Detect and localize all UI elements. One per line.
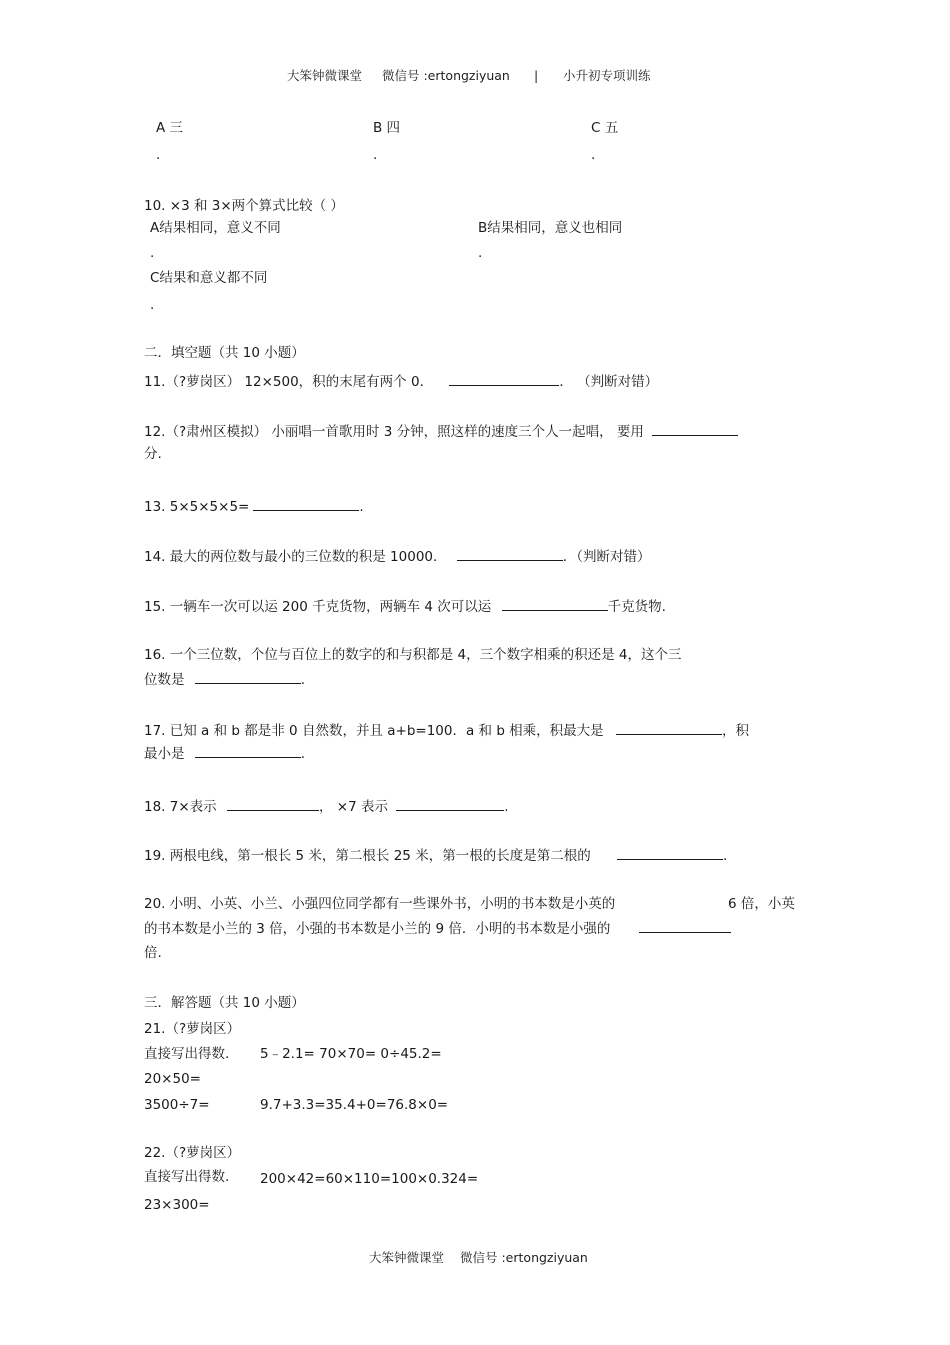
q14-text: 14. 最大的两位数与最小的三位数的积是 10000．	[144, 549, 447, 565]
q10-option-b-dot: .	[478, 245, 483, 261]
q22-label: 直接写出得数.	[144, 1169, 230, 1185]
q11-answer-blank[interactable]	[449, 371, 559, 386]
q20-text2: 的书本数是小兰的 3 倍，小强的书本数是小兰的 9 倍．小明的书本数是小强的	[144, 921, 611, 937]
section2-title: 二．填空题（共 10 小题）	[144, 345, 305, 361]
q15-answer-blank[interactable]	[502, 596, 608, 611]
q20-line1: 20. 小明、小英、小兰、小强四位同学都有一些课外书，小明的书本数是小英的	[144, 896, 616, 912]
q17-tail: .	[300, 746, 306, 762]
header-brand: 大笨钟微课堂	[287, 68, 363, 83]
q9-option-a-dot: .	[156, 147, 161, 163]
q9-option-c-dot: .	[591, 147, 596, 163]
q10-option-a-dot: .	[150, 245, 155, 261]
section3-title: 三．解答题（共 10 小题）	[144, 995, 305, 1011]
q14-answer-blank[interactable]	[457, 546, 563, 561]
q18-tail: .	[504, 799, 509, 815]
q18-text: 18. 7×表示	[144, 799, 217, 815]
q12-answer-blank[interactable]	[652, 421, 738, 436]
q16-line2	[144, 669, 305, 689]
q11-text: 11.（?萝岗区） 12×500，积的末尾有两个 0．	[144, 374, 434, 390]
q20-line3: 倍.	[144, 945, 162, 961]
q21-row1: 5﹣2.1= 70×70= 0÷45.2=	[260, 1046, 442, 1062]
q18-blank-2[interactable]	[396, 796, 504, 811]
q17-line2	[144, 743, 305, 763]
q21-number: 21.（?萝岗区）	[144, 1021, 241, 1037]
q12-line2: 分.	[144, 446, 162, 462]
q19-text: 19. 两根电线，第一根长 5 米，第二根长 25 米，第一根的长度是第二根的	[144, 848, 591, 864]
q11	[144, 371, 658, 391]
q16-tail: .	[300, 672, 306, 688]
q9-option-b: B 四	[373, 120, 401, 136]
header-wechat: 微信号 :ertongziyuan	[382, 68, 510, 83]
q10-option-c: C结果和意义都不同	[150, 270, 268, 286]
q18-mid: ， ×7 表示	[318, 799, 388, 815]
q10-option-b: B结果相同，意义也相同	[478, 220, 623, 236]
q16-answer-blank[interactable]	[195, 669, 301, 684]
q22-number: 22.（?萝岗区）	[144, 1145, 241, 1161]
q14	[144, 546, 651, 566]
q12-text: 12.（?肃州区模拟） 小丽唱一首歌用时 3 分钟，照这样的速度三个人一起唱， 要用	[144, 424, 644, 440]
q16-line1: 16. 一个三位数，个位与百位上的数字的和与积都是 4，三个数字相乘的积还是 4，这个三	[144, 647, 682, 663]
q9-option-a: A 三	[156, 120, 184, 136]
q18	[144, 796, 509, 816]
q17-line1	[144, 720, 749, 740]
q20-line2	[144, 918, 731, 938]
q14-tail: ．（判断对错）	[562, 549, 651, 565]
q10-option-a: A结果相同，意义不同	[150, 220, 281, 236]
q10-stem: 10. ×3 和 3×两个算式比较（ ）	[144, 198, 344, 214]
q15-tail: 千克货物.	[607, 599, 666, 615]
q19-answer-blank[interactable]	[617, 845, 723, 860]
q19-tail: .	[723, 848, 728, 864]
footer-brand: 大笨钟微课堂	[369, 1250, 445, 1265]
footer-wechat: 微信号 :ertongziyuan	[460, 1250, 588, 1265]
q17-min-blank[interactable]	[195, 743, 301, 758]
q20-answer-blank[interactable]	[639, 918, 731, 933]
q17-mid: ，积	[721, 723, 749, 739]
q13-tail: .	[359, 499, 364, 515]
q21-row3-right: 9.7+3.3=35.4+0=76.8×0=	[260, 1097, 449, 1113]
q18-blank-1[interactable]	[227, 796, 319, 811]
q9-option-c: C 五	[591, 120, 619, 136]
q17-label2: 最小是	[144, 746, 185, 762]
q15-text: 15. 一辆车一次可以运 200 千克货物，两辆车 4 次可以运	[144, 599, 492, 615]
q12-line1	[144, 421, 738, 441]
q22-row2: 23×300=	[144, 1197, 210, 1213]
q11-tail: ． （判断对错）	[559, 374, 659, 390]
q17-text: 17. 已知 a 和 b 都是非 0 自然数，并且 a+b=100．a 和 b 相乘，积最大是	[144, 723, 604, 739]
q21-row2: 20×50=	[144, 1071, 201, 1087]
q9-option-b-dot: .	[373, 147, 378, 163]
q20-line1-end: 6 倍，小英	[728, 896, 795, 912]
q21-row3-left: 3500÷7=	[144, 1097, 210, 1113]
q13-answer-blank[interactable]	[253, 496, 359, 511]
header-topic: 小升初专项训练	[563, 68, 651, 83]
q16-label: 位数是	[144, 672, 185, 688]
q15	[144, 596, 666, 616]
q10-option-c-dot: .	[150, 297, 155, 313]
q21-label: 直接写出得数.	[144, 1046, 230, 1062]
q22-row1: 200×42=60×110=100×0.324=	[260, 1171, 479, 1187]
q17-max-blank[interactable]	[616, 720, 722, 735]
q19	[144, 845, 727, 865]
q13-text: 13. 5×5×5×5=	[144, 499, 250, 515]
header-separator: |	[534, 68, 539, 83]
q13	[144, 496, 364, 516]
